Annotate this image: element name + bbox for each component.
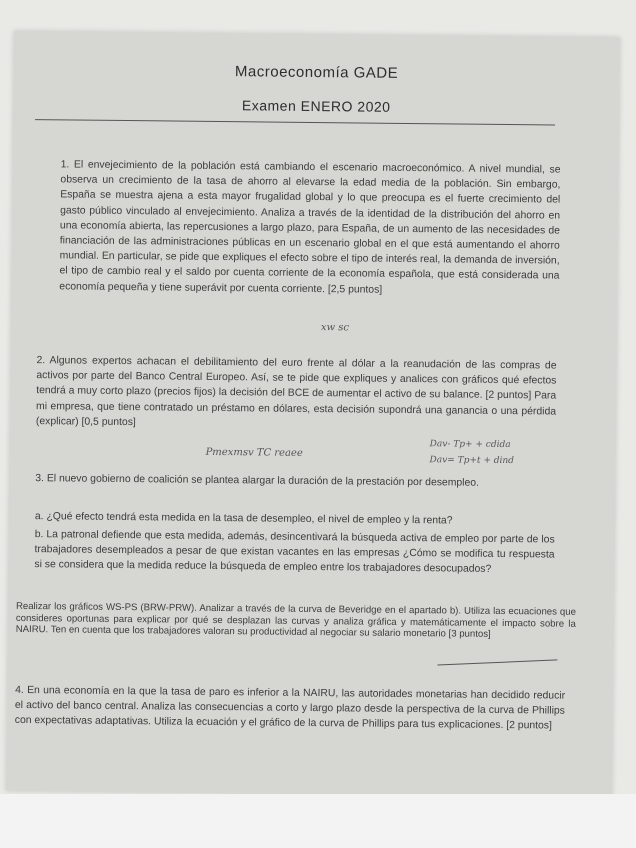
question-4-text: En una economía en la que la tasa de paro es inferior a la NAIRU, las autoridades monetarias han decidido reducir el activo del banco central. Analiza las consecuencias a corto y largo plazo desde la perspectiva de la curva de Phillips con expectativas adaptativas. Utiliza la ecuación y el gráfico de la curva de Phillips para tus explicaciones. [2 puntos] — [14, 685, 566, 732]
question-3-text: El nuevo gobierno de coalición se plantea alargar la duración de la prestación por desempleo. — [46, 473, 479, 489]
exam-sheet — [6, 31, 620, 797]
question-2 — [36, 353, 557, 434]
handwritten-note-q2c: Dav= Tp+t + dind — [429, 455, 515, 467]
question-3 — [35, 471, 555, 492]
question-4-number: 4. — [15, 684, 24, 696]
handwritten-note-q1: xw sc — [320, 322, 350, 334]
question-4 — [15, 683, 565, 734]
handwritten-note-q2a: Pmexmsv TC reaee — [205, 446, 303, 459]
question-3-number: 3. — [35, 473, 45, 485]
question-1-text: El envejecimiento de la población está cambiando el escenario macroeconómico. A nivel mundial, se observa un crecimiento de la tasa de ahorro al elevarse la edad media de la población. Sin embargo, España se muestra ajena a esta mayor frugalidad global y lo que preocupa es el fuerte crecimiento del gasto público vinculado al envejecimiento. Analiza a través de la identidad de la distribución del ahorro en una economía abierta, las repercusiones a largo plazo, para España, de un aumento de las necesidades de financiación de las administraciones públicas en un escenario global en el que está aumentando el ahorro mundial. En particular, se pide que expliques el efecto sobre el tipo de interés real, la demanda de inversión, el tipo de cambio real y el saldo por cuenta corriente de la economía española, que está considerada una economía pequeña y tiene superávit por cuenta corriente. [2,5 puntos] — [59, 159, 561, 296]
question-3a-label: a. — [34, 511, 44, 523]
question-1-number: 1. — [60, 159, 70, 171]
desk-surface — [0, 794, 636, 848]
question-3b — [34, 527, 554, 578]
question-3b-text: La patronal defiende que esta medida, además, desincentivará la búsqueda activa de empleo por parte de los trabajadores desempleados a pesar de que existan vacantes en las empresas ¿Cómo se modifica tu respuesta si se considera que la medida reduce la búsqueda de empleo entre los trabajadores desocupados? — [34, 529, 555, 576]
handwritten-note-q2b: Dav- Tp+ + cdida — [429, 439, 511, 451]
exam-subtitle: Examen ENERO 2020 — [241, 97, 391, 115]
question-2-text: Algunos expertos achacan el debilitamiento del euro frente al dólar a la reanudación de las compras de activos por parte del Banco Central Europeo. Así, se te pide que expliques y analices con gráficos qué efectos tendrá a muy corto plazo (precios fijos) la decisión del BCE de aumentar el activo de su balance. [2 puntos] Para mi empresa, que tiene contratado un préstamo en dólares, esta decisión supondrá una ganancia o una pérdida (explicar) [0,5 puntos] — [35, 355, 557, 428]
question-2-number: 2. — [36, 355, 46, 367]
question-1 — [59, 157, 560, 299]
header-divider — [35, 119, 555, 125]
question-3b-label: b. — [34, 529, 44, 541]
question-3a-text: ¿Qué efecto tendrá esta medida en la tasa de desempleo, el nivel de empleo y la renta? — [46, 511, 453, 527]
question-3a — [35, 509, 555, 530]
exam-title: Macroeconomía GADE — [234, 63, 399, 82]
question-3-note: Realizar los gráficos WS-PS (BRW-PRW). Analizar a través de la curva de Beveridge en el apartado b). Utiliza las ecuaciones que consideres oportunas para explicar por qué se desplazan las curvas y analiza gráfica y matemáticamente el impacto sobre la NAIRU. Ten en cuenta que los trabajadores valoran su productividad al negociar su salario monetario [3 puntos] — [15, 600, 576, 641]
handwritten-arrow — [437, 659, 557, 665]
